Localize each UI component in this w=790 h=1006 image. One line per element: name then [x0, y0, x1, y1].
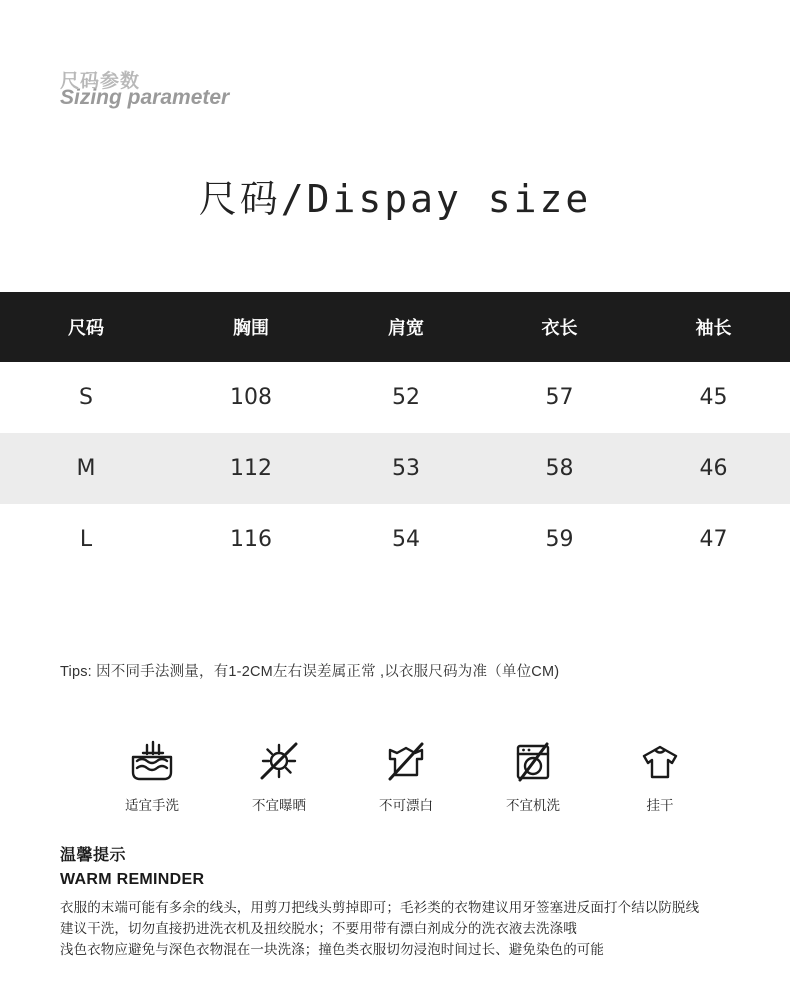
- size-table: [0, 292, 790, 575]
- cell-bust: 108: [172, 362, 330, 433]
- column-header-shoulder: 肩宽: [330, 292, 482, 362]
- warm-reminder-section: [60, 842, 760, 960]
- cell-length: 58: [482, 433, 637, 504]
- column-header-size: 尺码: [0, 292, 172, 362]
- care-item-hand-wash: [96, 736, 208, 814]
- table-row: [0, 362, 790, 433]
- header-title-en: Sizing parameter: [60, 86, 230, 109]
- reminder-line: 建议干洗，切勿直接扔进洗衣机及扭绞脱水；不要用带有漂白剂成分的洗衣液去洗涤哦: [60, 921, 577, 936]
- reminder-title-en: WARM REMINDER: [60, 871, 205, 888]
- care-item-no-sun-dry: [223, 736, 335, 814]
- table-header: [0, 292, 790, 362]
- table-header-row: [0, 292, 790, 362]
- page-title: 尺码/Dispay size: [198, 177, 592, 221]
- column-header-length: 衣长: [482, 292, 637, 362]
- cell-bust: 112: [172, 433, 330, 504]
- cell-length: 57: [482, 362, 637, 433]
- table-row: [0, 433, 790, 504]
- section-header: [60, 72, 229, 108]
- care-label: 不宜机洗: [506, 798, 560, 813]
- cell-shoulder: 52: [330, 362, 482, 433]
- cell-size: L: [0, 504, 172, 575]
- reminder-title-cn: 温馨提示: [60, 847, 127, 864]
- cell-sleeve: 47: [637, 504, 790, 575]
- cell-size: M: [0, 433, 172, 504]
- reminder-line: 衣服的末端可能有多余的线头，用剪刀把线头剪掉即可；毛衫类的衣物建议用牙签塞进反面打个结以防脱线: [60, 900, 700, 915]
- care-item-hang-dry: [604, 736, 716, 814]
- cell-size: S: [0, 362, 172, 433]
- cell-shoulder: 54: [330, 504, 482, 575]
- care-label: 适宜手洗: [125, 798, 179, 813]
- header-title-cn: 尺码参数: [60, 71, 141, 92]
- cell-sleeve: 45: [637, 362, 790, 433]
- no-bleach-icon: [350, 736, 462, 788]
- cell-sleeve: 46: [637, 433, 790, 504]
- hang-dry-icon: [604, 736, 716, 788]
- care-item-no-machine-wash: [477, 736, 589, 814]
- care-label: 挂干: [646, 798, 674, 813]
- column-header-bust: 胸围: [172, 292, 330, 362]
- reminder-line: 浅色衣物应避免与深色衣物混在一块洗涤；撞色类衣服切勿浸泡时间过长、避免染色的可能: [60, 942, 604, 957]
- hand-wash-icon: [96, 736, 208, 788]
- cell-bust: 116: [172, 504, 330, 575]
- care-item-no-bleach: [350, 736, 462, 814]
- no-sun-dry-icon: [223, 736, 335, 788]
- cell-shoulder: 53: [330, 433, 482, 504]
- no-machine-wash-icon: [477, 736, 589, 788]
- care-label: 不宜曝晒: [252, 798, 306, 813]
- care-instructions: [96, 736, 716, 814]
- table-row: [0, 504, 790, 575]
- reminder-body: [60, 897, 760, 960]
- measurement-tips: Tips: 因不同手法测量，有1-2CM左右误差属正常 ,以衣服尺码为准（单位CM): [60, 664, 560, 680]
- column-header-sleeve: 袖长: [637, 292, 790, 362]
- table-body: [0, 362, 790, 575]
- care-label: 不可漂白: [379, 798, 433, 813]
- cell-length: 59: [482, 504, 637, 575]
